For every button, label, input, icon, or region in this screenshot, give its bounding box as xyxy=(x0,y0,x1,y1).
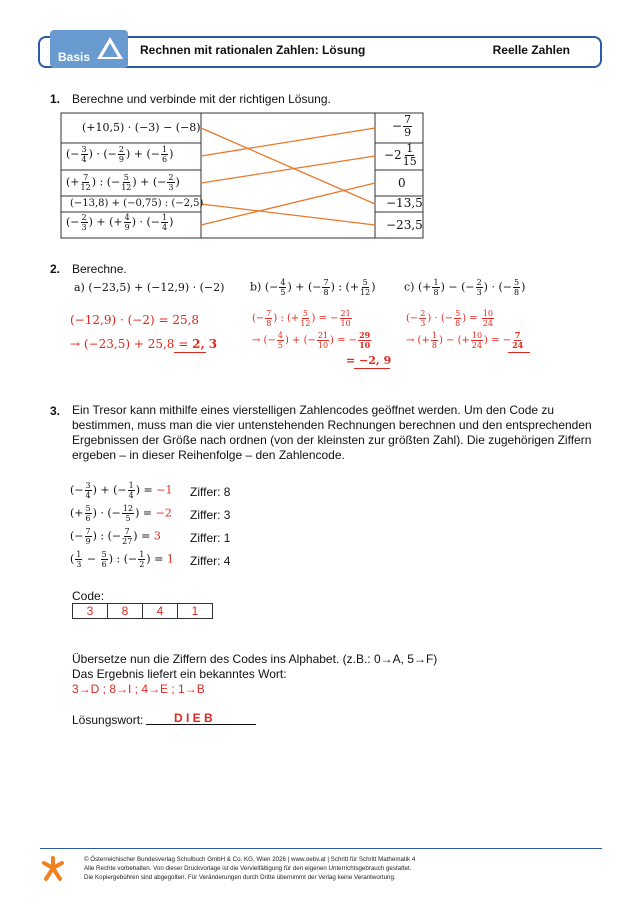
task1-left-2: (− $\frac{3}{4}$ ) · (− $\frac{2}{9}$ ) + (− $\frac{1}{6}$ ) xyxy=(66,145,174,164)
task1-left-4: (−13,8) + (−0,75) : (−2,5) xyxy=(70,198,204,209)
task2-c-underline xyxy=(508,352,530,353)
task2-instruction: Berechne. xyxy=(72,262,127,276)
task1-left-3: (+ $\frac{7}{12}$ ) : (− $\frac{5}{12}$ ) + (− $\frac{2}{3}$ ) xyxy=(66,173,180,192)
task3-ziffer-4: Ziffer: 4 xyxy=(190,554,231,568)
task1-left-1: (+10,5) · (−3) − (−8) xyxy=(82,121,201,134)
task1-right-5: −23,5 xyxy=(386,218,423,232)
task3-row-4: ( $\frac{1}{3}$ − $\frac{5}{6}$ ) : (− $\frac{1}{2}$ ) = 1 xyxy=(70,550,174,569)
task2-a-label: a) (−23,5) + (−12,9) · (−2) xyxy=(74,281,225,294)
task2-b-step1: (− $\frac{7}{8}$ ) : (+ $\frac{5}{12}$ ) = − $\frac{21}{10}$ xyxy=(252,309,351,328)
task3-ziffer-1: Ziffer: 8 xyxy=(190,485,231,499)
footer-line-2: Alle Rechte vorbehalten. Von dieser Druckvorlage ist die Vervielfältigung für den eigenen Unterrichtsgebrauch gestattet. xyxy=(84,865,412,872)
task1-number: 1. xyxy=(50,92,61,106)
task2-c-step1: (− $\frac{2}{3}$ ) · (− $\frac{5}{8}$ ) = $\frac{10}{24}$ xyxy=(406,309,494,328)
code-box-4: 1 xyxy=(178,603,213,619)
task3-ziffer-2: Ziffer: 3 xyxy=(190,508,231,522)
task2-a-underline xyxy=(174,352,206,353)
task1-right-1: − $\frac{7}{9}$ xyxy=(392,113,412,139)
translate-text: Übersetze nun die Ziffern des Codes ins Alphabet. (z.B.: 0→A, 5→F) xyxy=(72,652,438,666)
task2-c-step2: → (+ $\frac{1}{8}$ ) − (+ $\frac{10}{24}$ ) = − $\frac{7}{24}$ xyxy=(406,330,524,350)
mapping-text: 3→D ; 8→I ; 4→E ; 1→B xyxy=(72,682,205,696)
footer-line-1: © Österreichischer Bundesverlag Schulbuch GmbH & Co. KG, Wien 2026 | www.oebv.at | Schritt für Schritt Mathematik 4 xyxy=(84,856,416,863)
task3-ziffer-3: Ziffer: 1 xyxy=(190,531,231,545)
task1-right-4: −13,5 xyxy=(386,196,423,210)
code-box-2: 8 xyxy=(108,603,143,619)
task2-b-label: b) (− $\frac{4}{5}$ ) + (− $\frac{7}{8}$ ) : (+ $\frac{5}{12}$ ) xyxy=(250,278,376,297)
badge-label: Basis xyxy=(58,50,91,64)
task1-left-5: (− $\frac{2}{3}$ ) + (+ $\frac{4}{9}$ ) · (− $\frac{1}{4}$ ) xyxy=(66,213,174,232)
task2-b-result: = −2, 9 xyxy=(346,354,392,367)
topic-label: Reelle Zahlen xyxy=(492,43,570,57)
footer-line-3: Die Kopiergebühren sind abgegolten. Für Veränderungen durch Dritte übernimmt der Verlag keine Verantwortung. xyxy=(84,874,396,881)
task2-a-step2: → (−23,5) + 25,8 = 2, 3 xyxy=(70,337,218,351)
task1-instruction: Berechne und verbinde mit der richtigen Lösung. xyxy=(72,92,331,106)
task1-right-2: −2 $\frac{1}{15}$ xyxy=(384,142,417,168)
result-text: Das Ergebnis liefert ein bekanntes Wort: xyxy=(72,667,287,681)
code-box-1: 3 xyxy=(72,603,108,619)
task3-row-2: (+ $\frac{5}{6}$ ) · (− $\frac{12}{5}$ ) = −2 xyxy=(70,504,172,523)
task3-text: Ein Tresor kann mithilfe eines vierstelligen Zahlencodes geöffnet werden. Um den Code zu bestimmen, muss man die vier untenstehenden Rechnungen berechnen und den entsprechenden Ergebnissen der Größe nach ordnen (von der kleinsten zur größten Zahl). Die zugehörigen Ziffern ergeben – in dieser Reihenfolge – den Zahlencode. xyxy=(72,403,592,462)
code-boxes xyxy=(72,603,213,619)
task2-c-label: c) (+ $\frac{1}{8}$ ) − (− $\frac{2}{3}$ ) · (− $\frac{5}{8}$ ) xyxy=(404,278,526,297)
code-label: Code: xyxy=(72,589,105,603)
task2-b-underline xyxy=(354,368,390,369)
triangle-logo-icon xyxy=(95,35,125,61)
task3-number: 3. xyxy=(50,404,61,418)
page-title: Rechnen mit rationalen Zahlen: Lösung xyxy=(140,43,366,57)
task2-a-step1: (−12,9) · (−2) = 25,8 xyxy=(70,313,200,327)
task3-row-3: (− $\frac{7}{9}$ ) : (− $\frac{7}{27}$ ) = 3 xyxy=(70,527,161,546)
task2-number: 2. xyxy=(50,262,61,276)
task3-row-1: (− $\frac{3}{4}$ ) + (− $\frac{1}{4}$ ) = −1 xyxy=(70,481,173,500)
task2-b-step2: → (− $\frac{4}{5}$ ) + (− $\frac{21}{10}$ ) = − $\frac{29}{10}$ xyxy=(252,330,371,350)
publisher-logo-icon xyxy=(40,855,66,883)
task1-right-3: 0 xyxy=(398,176,406,190)
word-label: Lösungswort: xyxy=(72,713,144,727)
code-box-3: 4 xyxy=(143,603,178,619)
task2-a-result: 2, 3 xyxy=(192,337,218,351)
footer-divider xyxy=(40,848,602,849)
solution-word: D I E B xyxy=(174,711,213,725)
